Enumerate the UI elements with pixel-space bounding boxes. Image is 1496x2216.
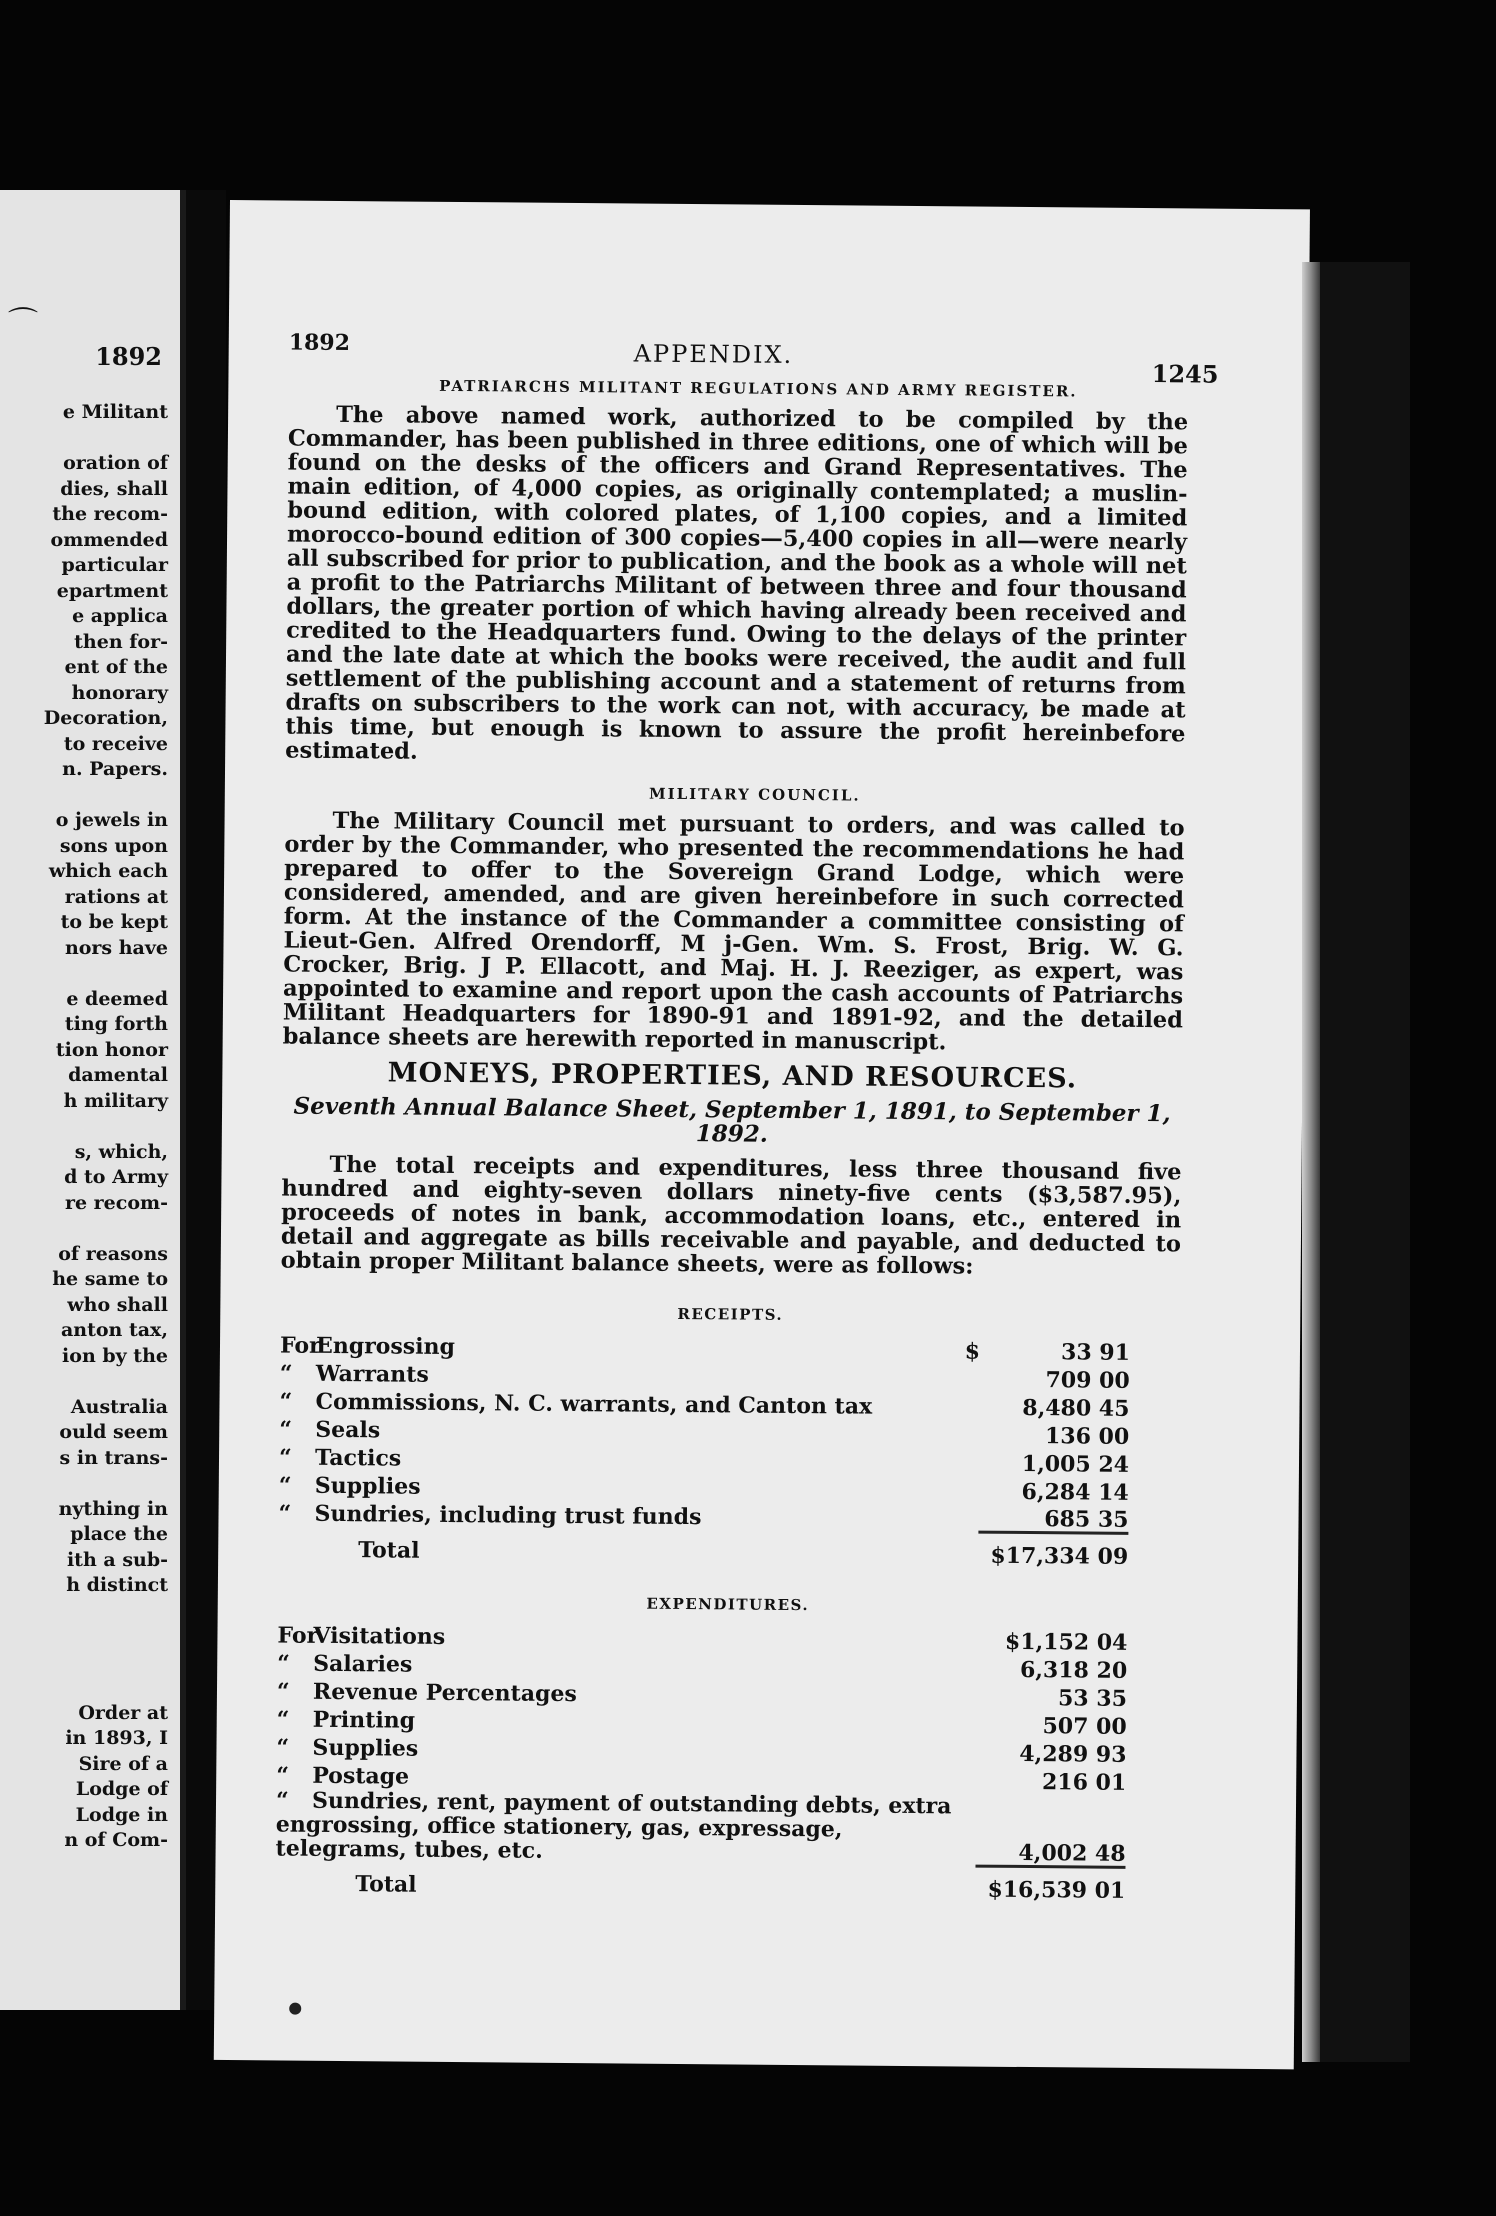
- receipts-title: RECEIPTS.: [677, 1304, 784, 1324]
- ledger-row: [279, 1469, 1129, 1504]
- page-edge: [1302, 262, 1320, 2062]
- facing-page-line: s, which,: [74, 1140, 168, 1163]
- ledger-label: Sundries, rent, payment of outstanding debts, extra engrossing, office stationery, gas, expressage, telegrams, tubes, etc.: [275, 1787, 952, 1864]
- ledger-row: [276, 1787, 1127, 1867]
- facing-page-line: nors have: [64, 936, 168, 959]
- ledger-amount: 4,289 93: [1019, 1740, 1127, 1768]
- dollar-sign: [961, 1475, 979, 1503]
- facing-page-year: 1892: [95, 342, 162, 371]
- ledger-amount: 6,284 14: [1021, 1478, 1129, 1506]
- ledger-amount: 4,002 48: [975, 1793, 1126, 1867]
- ledger-prefix: “: [276, 1733, 290, 1761]
- facing-page-line: [0, 1650, 168, 1676]
- facing-page-line: oration of: [63, 452, 168, 474]
- ledger-prefix: “: [277, 1649, 291, 1677]
- ledger-amount: 136 00: [1044, 1423, 1130, 1450]
- dollar-sign: $: [964, 1338, 981, 1365]
- facing-page-line: ommended: [50, 528, 168, 551]
- dollar-sign: [961, 1391, 979, 1419]
- ledger-amount: 6,318 20: [1019, 1656, 1128, 1684]
- facing-page-line: e applica: [72, 605, 168, 627]
- ledger-label: Warrants: [315, 1360, 429, 1388]
- facing-page-line: Order at: [78, 1701, 168, 1724]
- book-binding: [1320, 262, 1410, 2062]
- facing-page-line: e deemed: [66, 987, 168, 1010]
- facing-page-line: in 1893, I: [65, 1727, 168, 1749]
- facing-page-line: [0, 1114, 168, 1140]
- ledger-label: Commissions, N. C. warrants, and Canton tax: [315, 1388, 873, 1420]
- ledger-amount: 8,480 45: [1022, 1394, 1130, 1422]
- facing-page-line: sons upon: [59, 834, 168, 857]
- facing-page-line: ting forth: [64, 1013, 168, 1035]
- paragraph-council: The Military Council met pursuant to orders, and was called to order by the Commander, who presented the recommendations he had prepared to offer to the Sovereign Grand Lodge, which were considered, amended, and are given hereinbefore in such corrected form. At the instance of the Commander a committee consisting of Lieut-Gen. Alfred Orendorff, M j-Gen. Wm. S. Frost, Brig. W. G. Crocker, Brig. J P. Ellacott, and Maj. H. J. Reeziger, as expert, was appointed to examine and report upon the cash accounts of Patriarchs Militant Headquarters for 1890-91 and 1891-92, and the detailed balance sheets are herewith reported in manuscript.: [282, 807, 1185, 1056]
- dollar-sign: [961, 1447, 979, 1475]
- facing-page-line: [0, 1675, 168, 1701]
- ledger-prefix: “: [276, 1705, 290, 1733]
- facing-page-line: re recom-: [64, 1191, 168, 1214]
- facing-page-line: Sire of a: [78, 1752, 168, 1775]
- page-number: 1245: [1151, 359, 1219, 389]
- facing-page-line: rations at: [64, 885, 168, 908]
- facing-page-line: Lodge of: [75, 1778, 168, 1800]
- expenditures-table: [275, 1620, 1127, 1904]
- section-title-council: MILITARY COUNCIL.: [648, 784, 861, 805]
- facing-page-line: the recom-: [52, 503, 168, 525]
- facing-page-line: anton tax,: [60, 1319, 168, 1341]
- facing-page-line: [0, 426, 168, 452]
- ledger-label: Supplies: [314, 1472, 421, 1500]
- ledger-label: Supplies: [312, 1734, 419, 1762]
- facing-page-line: then for-: [74, 630, 168, 653]
- facing-page-line: to be kept: [60, 911, 168, 933]
- ledger-amount: 1,005 24: [1021, 1450, 1130, 1478]
- receipts-table: [278, 1330, 1130, 1569]
- paragraph-regulations: The above named work, authorized to be compiled by the Commander, has been published in three editions, one of which will be found on the desks of the officers and Grand Representatives. The main edition, of 4,000 copies, as originally contemplated; a muslin-bound edition, with colored plates, of 1,100 copies, and a limited morocco-bound edition of 300 copies—5,400 copies in all—were nearly all subscribed for prior to publication, and the book as a whole will net a profit to the Patriarchs Militant of between three and four thousand dollars, the greater portion of which having already been received and credited to the Headquarters fund. Owing to the delays of the printer and the late date at which the books were received, the audit and full settlement of the publishing account and a statement of returns from drafts on subscribers to the work can not, with accuracy, be made at this time, but enough is known to assure the profit hereinbefore estimated.: [285, 401, 1189, 765]
- dollar-sign: [960, 1503, 978, 1531]
- page-year: 1892: [288, 329, 351, 357]
- facing-page-line: d to Army: [64, 1166, 168, 1188]
- facing-page-line: [0, 1369, 168, 1395]
- facing-page-line: ent of the: [64, 656, 168, 678]
- ledger-label: Tactics: [314, 1444, 402, 1472]
- ledger-label: Revenue Percentages: [312, 1678, 577, 1707]
- facing-page-line: nything in: [58, 1497, 168, 1520]
- facing-page-line: tion honor: [55, 1038, 168, 1061]
- total-label: Total: [358, 1536, 420, 1564]
- facing-page-line: h distinct: [66, 1574, 168, 1596]
- ledger-prefix: “: [278, 1444, 292, 1471]
- facing-page-line: Decoration,: [43, 707, 168, 729]
- ledger-prefix: “: [279, 1360, 293, 1387]
- ledger-prefix: “: [275, 1786, 289, 1814]
- ledger-amount: 33 91: [1060, 1339, 1131, 1366]
- ledger-prefix: “: [278, 1500, 292, 1527]
- total-amount: $17,334 09: [990, 1542, 1129, 1570]
- ledger-amount: 53 35: [1057, 1684, 1128, 1712]
- ledger-amount: 685 35: [978, 1504, 1128, 1533]
- paragraph-moneys: The total receipts and expenditures, less three thousand five hundred and eighty-seven dollars ninety-five cents ($3,587.95), proceeds of notes in bank, accommodation loans, etc., entered in detail and aggregate as bills receivable and payable, and deducted to obtain proper Militant balance sheets, were as follows:: [280, 1151, 1182, 1280]
- facing-page-line: [0, 1216, 168, 1242]
- facing-page-line: Lodge in: [75, 1803, 168, 1826]
- ink-blot: [289, 2003, 301, 2015]
- facing-page-line: damental: [68, 1064, 168, 1086]
- ledger-prefix: “: [279, 1388, 293, 1415]
- facing-page-line: he same to: [52, 1268, 168, 1290]
- facing-page-line: s in trans-: [59, 1446, 168, 1469]
- facing-page-line: ith a sub-: [66, 1548, 168, 1571]
- facing-page-line: to receive: [63, 732, 168, 755]
- ledger-amount: 709 00: [1045, 1367, 1130, 1394]
- facing-page-line: which each: [48, 860, 168, 882]
- ledger-label: Salaries: [313, 1650, 413, 1678]
- ledger-prefix: “: [279, 1416, 293, 1443]
- facing-page-line: [0, 783, 168, 809]
- facing-page-line: [0, 1599, 168, 1625]
- facing-page-line: ion by the: [62, 1344, 168, 1367]
- expenditures-title: EXPENDITURES.: [646, 1594, 810, 1614]
- ledger-amount: 507 00: [1042, 1712, 1127, 1740]
- ledger-total-row: [278, 1525, 1128, 1568]
- facing-page-line: ould seem: [59, 1421, 168, 1443]
- total-amount: $16,539 01: [987, 1876, 1126, 1904]
- facing-page-line: o jewels in: [55, 809, 168, 831]
- facing-page-line: e Militant: [62, 401, 168, 423]
- ledger-label: Engrossing: [315, 1332, 456, 1361]
- ledger-prefix: “: [276, 1677, 290, 1705]
- page-content: [275, 329, 1219, 1905]
- pen-mark: ⌒: [8, 306, 38, 341]
- ledger-amount: 216 01: [1041, 1768, 1127, 1796]
- facing-page-line: place the: [70, 1523, 168, 1545]
- facing-page-line: of reasons: [58, 1242, 168, 1265]
- facing-page-text: [0, 400, 168, 1854]
- section-title-moneys: MONEYS, PROPERTIES, AND RESOURCES.: [387, 1057, 1078, 1095]
- facing-page-line: [0, 961, 168, 987]
- balance-sheet-subtitle: Seventh Annual Balance Sheet, September 1, 1891, to September 1, 1892.: [293, 1092, 1171, 1148]
- facing-page-line: n. Papers.: [62, 758, 168, 780]
- ledger-label: Seals: [315, 1416, 381, 1444]
- ledger-prefix: For: [279, 1332, 321, 1359]
- facing-page-line: epartment: [56, 579, 168, 602]
- facing-page-line: Australia: [70, 1395, 168, 1418]
- total-label: Total: [355, 1871, 417, 1898]
- facing-page-line: [0, 1471, 168, 1497]
- ledger-total-row: [275, 1860, 1125, 1903]
- ledger-label: Printing: [312, 1706, 416, 1734]
- facing-page-line: particular: [61, 554, 168, 576]
- section-title-regulations: PATRIARCHS MILITANT REGULATIONS AND ARMY REGISTER.: [439, 376, 1078, 401]
- ledger-prefix: “: [276, 1761, 290, 1789]
- facing-page-line: h military: [63, 1089, 168, 1112]
- ledger-prefix: “: [278, 1472, 292, 1499]
- ledger-row: [278, 1497, 1128, 1532]
- ledger-amount: $1,152 04: [1004, 1628, 1128, 1656]
- facing-page-line: n of Com-: [64, 1829, 168, 1851]
- dollar-sign: [961, 1419, 979, 1447]
- facing-page-line: dies, shall: [60, 477, 168, 500]
- ledger-label: Postage: [312, 1762, 410, 1790]
- page-title: APPENDIX.: [633, 339, 794, 369]
- facing-page: [0, 190, 186, 2010]
- facing-page-line: [0, 1624, 168, 1650]
- book-page: [214, 200, 1310, 2069]
- ledger-prefix: For: [277, 1621, 319, 1649]
- ledger-label: Sundries, including trust funds: [314, 1500, 702, 1531]
- dollar-sign: [962, 1363, 980, 1391]
- ledger-label: Visitations: [313, 1622, 446, 1650]
- facing-page-line: honorary: [71, 681, 168, 704]
- facing-page-line: who shall: [67, 1293, 168, 1316]
